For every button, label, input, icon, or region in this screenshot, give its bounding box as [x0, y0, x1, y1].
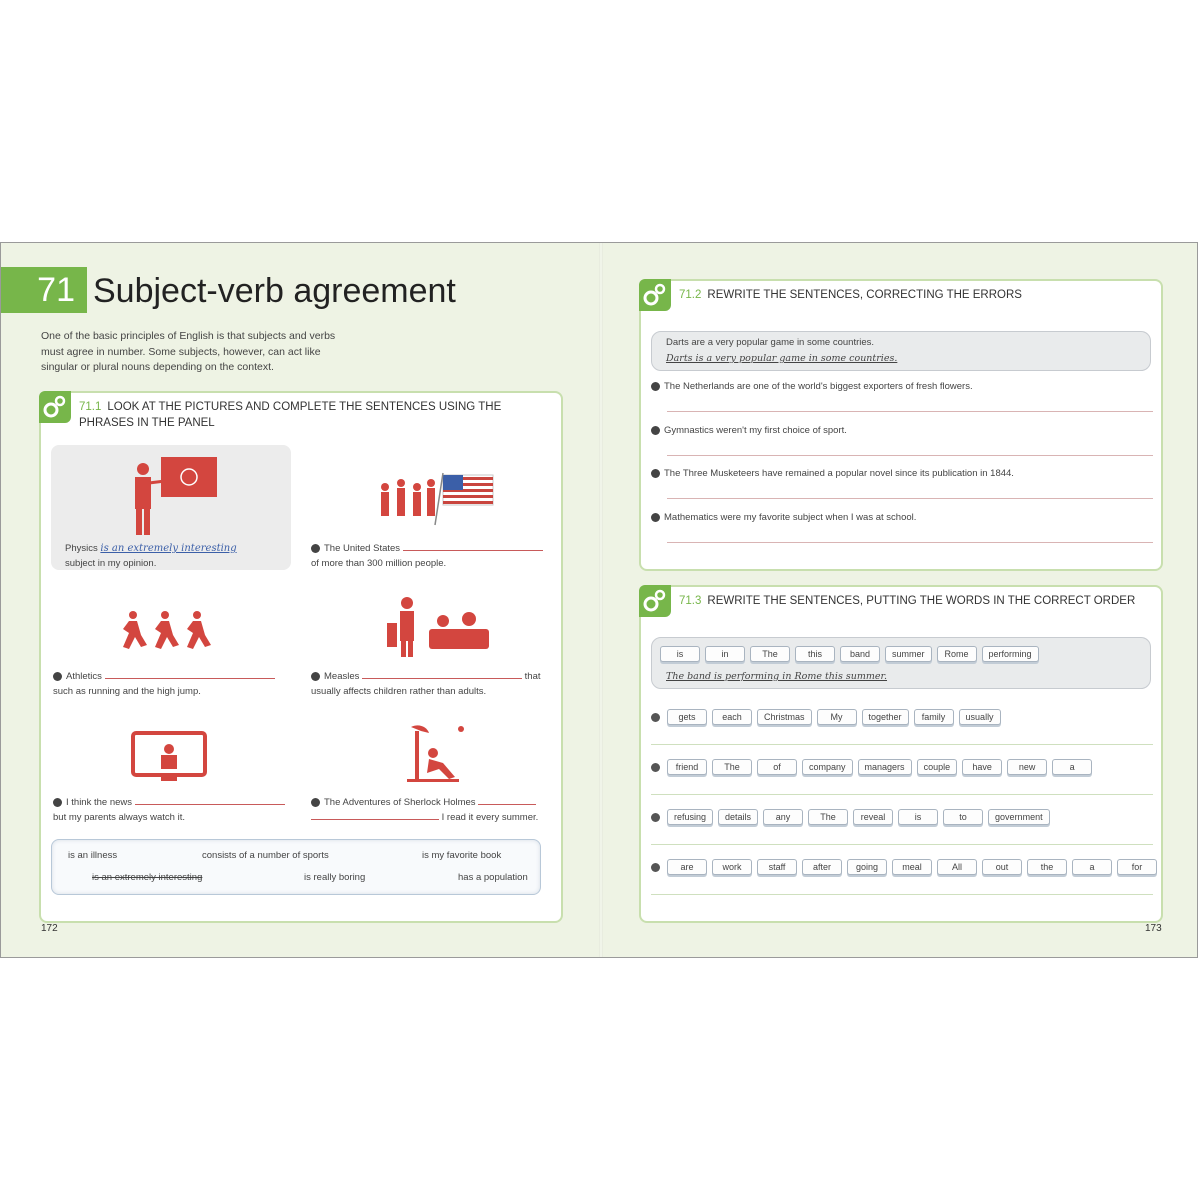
word-tile[interactable]: staff	[757, 859, 797, 875]
exercise-71-3	[639, 585, 1163, 923]
page-gutter	[599, 243, 603, 957]
gears-icon	[639, 279, 671, 311]
word-tile[interactable]: All	[937, 859, 977, 875]
word-tile[interactable]: a	[1072, 859, 1112, 875]
runners-icon	[119, 609, 219, 659]
word-tile[interactable]: meal	[892, 859, 932, 875]
word-tile[interactable]: details	[718, 809, 758, 825]
word-tile[interactable]: any	[763, 809, 803, 825]
word-tile[interactable]: family	[914, 709, 954, 725]
answer-line[interactable]	[651, 894, 1153, 895]
word-tile[interactable]: after	[802, 859, 842, 875]
word-tile[interactable]: performing	[982, 646, 1039, 662]
sample-caption: Physics is an extremely interesting subject in my opinion.	[65, 543, 237, 569]
word-tile[interactable]: reveal	[853, 809, 893, 825]
item-5: The Adventures of Sherlock Holmes I read it every summer.	[311, 795, 538, 825]
unit-number: 71	[1, 267, 87, 313]
item-number-1	[311, 544, 320, 553]
word-tile[interactable]: government	[988, 809, 1050, 825]
answer-line[interactable]	[651, 794, 1153, 795]
item-number-3	[651, 813, 660, 822]
word-row-2	[667, 759, 1092, 775]
word-tile[interactable]: summer	[885, 646, 932, 662]
exercise-heading: 71.3 REWRITE THE SENTENCES, PUTTING THE WORDS IN THE CORRECT ORDER	[679, 595, 1136, 607]
page-number-right: 173	[1145, 923, 1162, 934]
word-tile[interactable]: is	[898, 809, 938, 825]
word-tile[interactable]: this	[795, 646, 835, 662]
word-tile[interactable]: managers	[858, 759, 912, 775]
reader-palm-icon	[403, 723, 467, 785]
sample-word-tiles	[660, 646, 1039, 662]
word-tile[interactable]: The	[808, 809, 848, 825]
answer-line[interactable]	[651, 744, 1153, 745]
exercise-heading: 71.1 LOOK AT THE PICTURES AND COMPLETE THE SENTENCES USING THE PHRASES IN THE PANEL	[79, 401, 502, 429]
answer-blank[interactable]	[403, 541, 543, 551]
item-2: Athletics such as running and the high jump.	[53, 669, 275, 699]
word-tile[interactable]: of	[757, 759, 797, 775]
answer-blank[interactable]	[105, 669, 275, 679]
answer-blank[interactable]	[135, 795, 285, 805]
sample-box: is in The this band summer Rome performing The band is performing in Rome this summer.	[651, 637, 1151, 689]
television-icon	[131, 731, 207, 783]
unit-title: Subject-verb agreement	[93, 272, 456, 310]
item-3: Measles that usually affects children rather than adults.	[311, 671, 541, 697]
word-tile[interactable]: are	[667, 859, 707, 875]
word-tile[interactable]: refusing	[667, 809, 713, 825]
item-number-1	[651, 713, 660, 722]
item-4: Mathematics were my favorite subject when I was at school.	[651, 512, 916, 523]
word-tile[interactable]: Rome	[937, 646, 977, 662]
word-tile[interactable]: a	[1052, 759, 1092, 775]
word-tile[interactable]: in	[705, 646, 745, 662]
answer-line[interactable]	[667, 455, 1153, 456]
word-tile[interactable]: have	[962, 759, 1002, 775]
item-1: The Netherlands are one of the world's biggest exporters of fresh flowers.	[651, 381, 973, 392]
unit-intro: One of the basic principles of English is that subjects and verbs must agree in number. Some subjects, however, can act like singular or plural nouns depending on the context.	[41, 330, 336, 373]
answer-blank[interactable]	[362, 669, 522, 679]
book-spread	[0, 242, 1198, 958]
word-tile[interactable]: couple	[917, 759, 958, 775]
word-row-1	[667, 709, 1001, 725]
answer-blank[interactable]	[311, 810, 439, 820]
item-1: The United States of more than 300 million people.	[311, 541, 543, 571]
item-3: The Three Musketeers have remained a popular novel since its publication in 1844.	[651, 468, 1014, 479]
word-tile[interactable]: to	[943, 809, 983, 825]
phrase-panel: is an illness consists of a number of sports is my favorite book is an extremely interesting is really boring has a population	[51, 839, 541, 895]
exercise-heading: 71.2 REWRITE THE SENTENCES, CORRECTING THE ERRORS	[679, 289, 1022, 301]
item-4: I think the news but my parents always watch it.	[53, 795, 285, 825]
answer-line[interactable]	[667, 542, 1153, 543]
exercise-71-1	[39, 391, 563, 923]
word-tile[interactable]: is	[660, 646, 700, 662]
word-tile[interactable]: company	[802, 759, 853, 775]
word-tile[interactable]: Christmas	[757, 709, 812, 725]
exercise-71-2	[639, 279, 1163, 571]
answer-line[interactable]	[651, 844, 1153, 845]
gears-icon	[39, 391, 71, 423]
word-row-3	[667, 809, 1050, 825]
word-tile[interactable]: together	[862, 709, 909, 725]
word-tile[interactable]: out	[982, 859, 1022, 875]
answer-line[interactable]	[667, 411, 1153, 412]
word-tile[interactable]: for	[1117, 859, 1157, 875]
sample-box: Darts are a very popular game in some countries. Darts is a very popular game in some countries.	[651, 331, 1151, 371]
page-number-left: 172	[41, 923, 58, 934]
item-number-2	[651, 763, 660, 772]
answer-line[interactable]	[667, 498, 1153, 499]
answer-blank[interactable]	[478, 795, 536, 805]
crowd-flag-icon	[371, 465, 501, 535]
word-tile[interactable]: usually	[959, 709, 1001, 725]
word-tile[interactable]: new	[1007, 759, 1047, 775]
word-tile[interactable]: each	[712, 709, 752, 725]
word-tile[interactable]: work	[712, 859, 752, 875]
word-tile[interactable]: the	[1027, 859, 1067, 875]
gears-icon	[639, 585, 671, 617]
word-tile[interactable]: band	[840, 646, 880, 662]
word-row-4	[667, 859, 1157, 875]
word-tile[interactable]: The	[750, 646, 790, 662]
word-tile[interactable]: going	[847, 859, 887, 875]
word-tile[interactable]: My	[817, 709, 857, 725]
item-number-4	[651, 863, 660, 872]
sample-picture	[51, 445, 291, 570]
item-2: Gymnastics weren't my first choice of sport.	[651, 425, 847, 436]
word-tile[interactable]: The	[712, 759, 752, 775]
word-tile[interactable]: gets	[667, 709, 707, 725]
word-tile[interactable]: friend	[667, 759, 707, 775]
doctor-patient-icon	[385, 593, 495, 658]
